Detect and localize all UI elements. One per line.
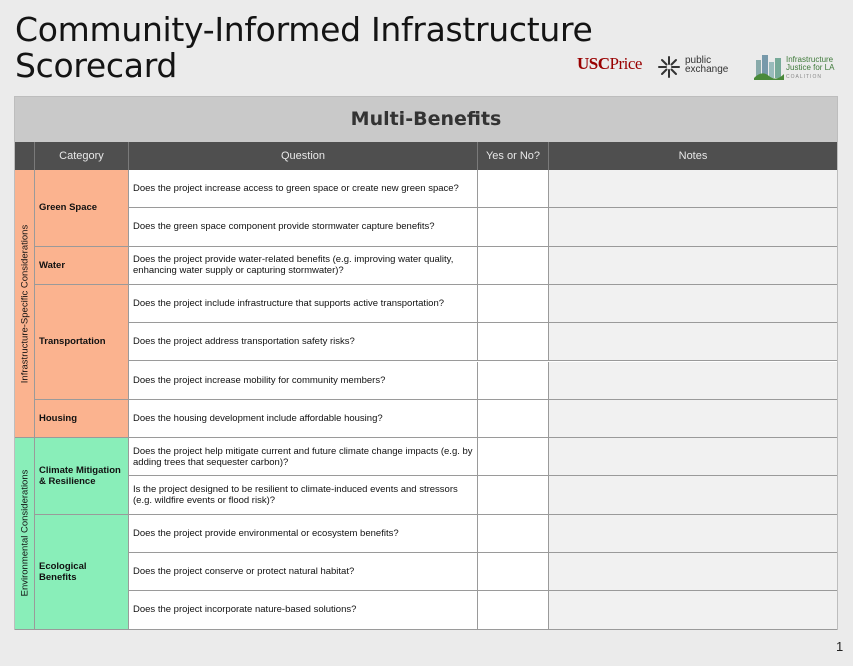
category-cell (35, 515, 129, 630)
title-line-2: Scorecard (15, 46, 178, 85)
question-cell: Is the project designed to be resilient to climate-induced events and stressors (e.g. wildfire events or flood risk)? (129, 476, 478, 514)
question-cell: Does the project increase mobility for community members? (129, 362, 478, 400)
question-cell: Does the project address transportation safety risks? (129, 323, 478, 361)
category-cell (35, 400, 129, 438)
yes-no-answer-cell[interactable] (478, 553, 549, 591)
ij-line-1: Infrastructure (786, 55, 834, 64)
question-cell: Does the green space component provide stormwater capture benefits? (129, 208, 478, 246)
usc-price-logo (577, 54, 642, 74)
question-cell: Does the project provide environmental or ecosystem benefits? (129, 515, 478, 553)
public-exchange-logo (657, 52, 737, 82)
notes-cell[interactable] (549, 285, 837, 323)
price-logo-text: Price (609, 54, 642, 73)
question-cell: Does the project increase access to green space or create new green space? (129, 170, 478, 208)
category-cell (35, 247, 129, 285)
question-cell: Does the project conserve or protect natural habitat? (129, 553, 478, 591)
notes-cell[interactable] (549, 170, 837, 208)
notes-cell[interactable] (549, 515, 837, 553)
yes-no-answer-cell[interactable] (478, 438, 549, 476)
yes-no-answer-cell[interactable] (478, 247, 549, 285)
infrastructure-justice-logo (754, 52, 840, 82)
section-cell (15, 438, 35, 630)
city-skyline-icon (754, 52, 784, 80)
category-label: Climate Mitigation & Resilience (39, 464, 121, 487)
yes-no-answer-cell[interactable] (478, 476, 549, 514)
column-header-notes: Notes (549, 142, 837, 170)
category-label: Housing (39, 412, 77, 424)
multi-benefits-table (14, 96, 838, 630)
page-number: 1 (836, 639, 844, 654)
yes-no-answer-cell[interactable] (478, 208, 549, 246)
notes-cell[interactable] (549, 362, 837, 400)
yes-no-answer-cell[interactable] (478, 285, 549, 323)
notes-cell[interactable] (549, 323, 837, 361)
category-label: Green Space (39, 202, 98, 214)
table-title: Multi-Benefits (15, 97, 837, 142)
section-label: Environmental Considerations (19, 469, 30, 597)
section-label: Infrastructure-Specific Considerations (19, 224, 30, 383)
yes-no-answer-cell[interactable] (478, 362, 549, 400)
category-label: Transportation (39, 336, 106, 348)
notes-cell[interactable] (549, 208, 837, 246)
pe-line-2: exchange (685, 64, 729, 75)
category-label: Water (39, 259, 66, 271)
column-header-yes-no: Yes or No? (478, 142, 549, 170)
question-cell: Does the housing development include affordable housing? (129, 400, 478, 438)
notes-cell[interactable] (549, 553, 837, 591)
column-header-section (15, 142, 35, 170)
question-cell: Does the project include infrastructure that supports active transportation? (129, 285, 478, 323)
yes-no-answer-cell[interactable] (478, 170, 549, 208)
yes-no-answer-cell[interactable] (478, 323, 549, 361)
column-header-question: Question (129, 142, 478, 170)
notes-cell[interactable] (549, 247, 837, 285)
category-label: Ecological Benefits (39, 560, 87, 583)
column-header-category: Category (35, 142, 129, 170)
notes-cell[interactable] (549, 476, 837, 514)
page-title (15, 12, 593, 84)
category-cell (35, 170, 129, 247)
ij-line-2: Justice for LA (786, 63, 835, 72)
notes-cell[interactable] (549, 400, 837, 438)
notes-cell[interactable] (549, 591, 837, 629)
pe-line-1: public (685, 55, 712, 66)
question-cell: Does the project help mitigate current and future climate change impacts (e.g. by adding trees that sequester carbon)? (129, 438, 478, 476)
question-cell: Does the project provide water-related benefits (e.g. improving water quality, enhancing water supply or capturing stormwater)? (129, 247, 478, 285)
question-cell: Does the project incorporate nature-based solutions? (129, 591, 478, 629)
starburst-icon (657, 55, 681, 79)
notes-cell[interactable] (549, 438, 837, 476)
section-cell (15, 170, 35, 438)
yes-no-answer-cell[interactable] (478, 400, 549, 438)
category-cell (35, 285, 129, 400)
yes-no-answer-cell[interactable] (478, 591, 549, 629)
category-cell (35, 438, 129, 515)
yes-no-answer-cell[interactable] (478, 515, 549, 553)
usc-logo-text: USC (577, 54, 610, 73)
ij-line-3: COALITION (786, 74, 822, 80)
title-line-1: Community-Informed Infrastructure (15, 10, 593, 49)
